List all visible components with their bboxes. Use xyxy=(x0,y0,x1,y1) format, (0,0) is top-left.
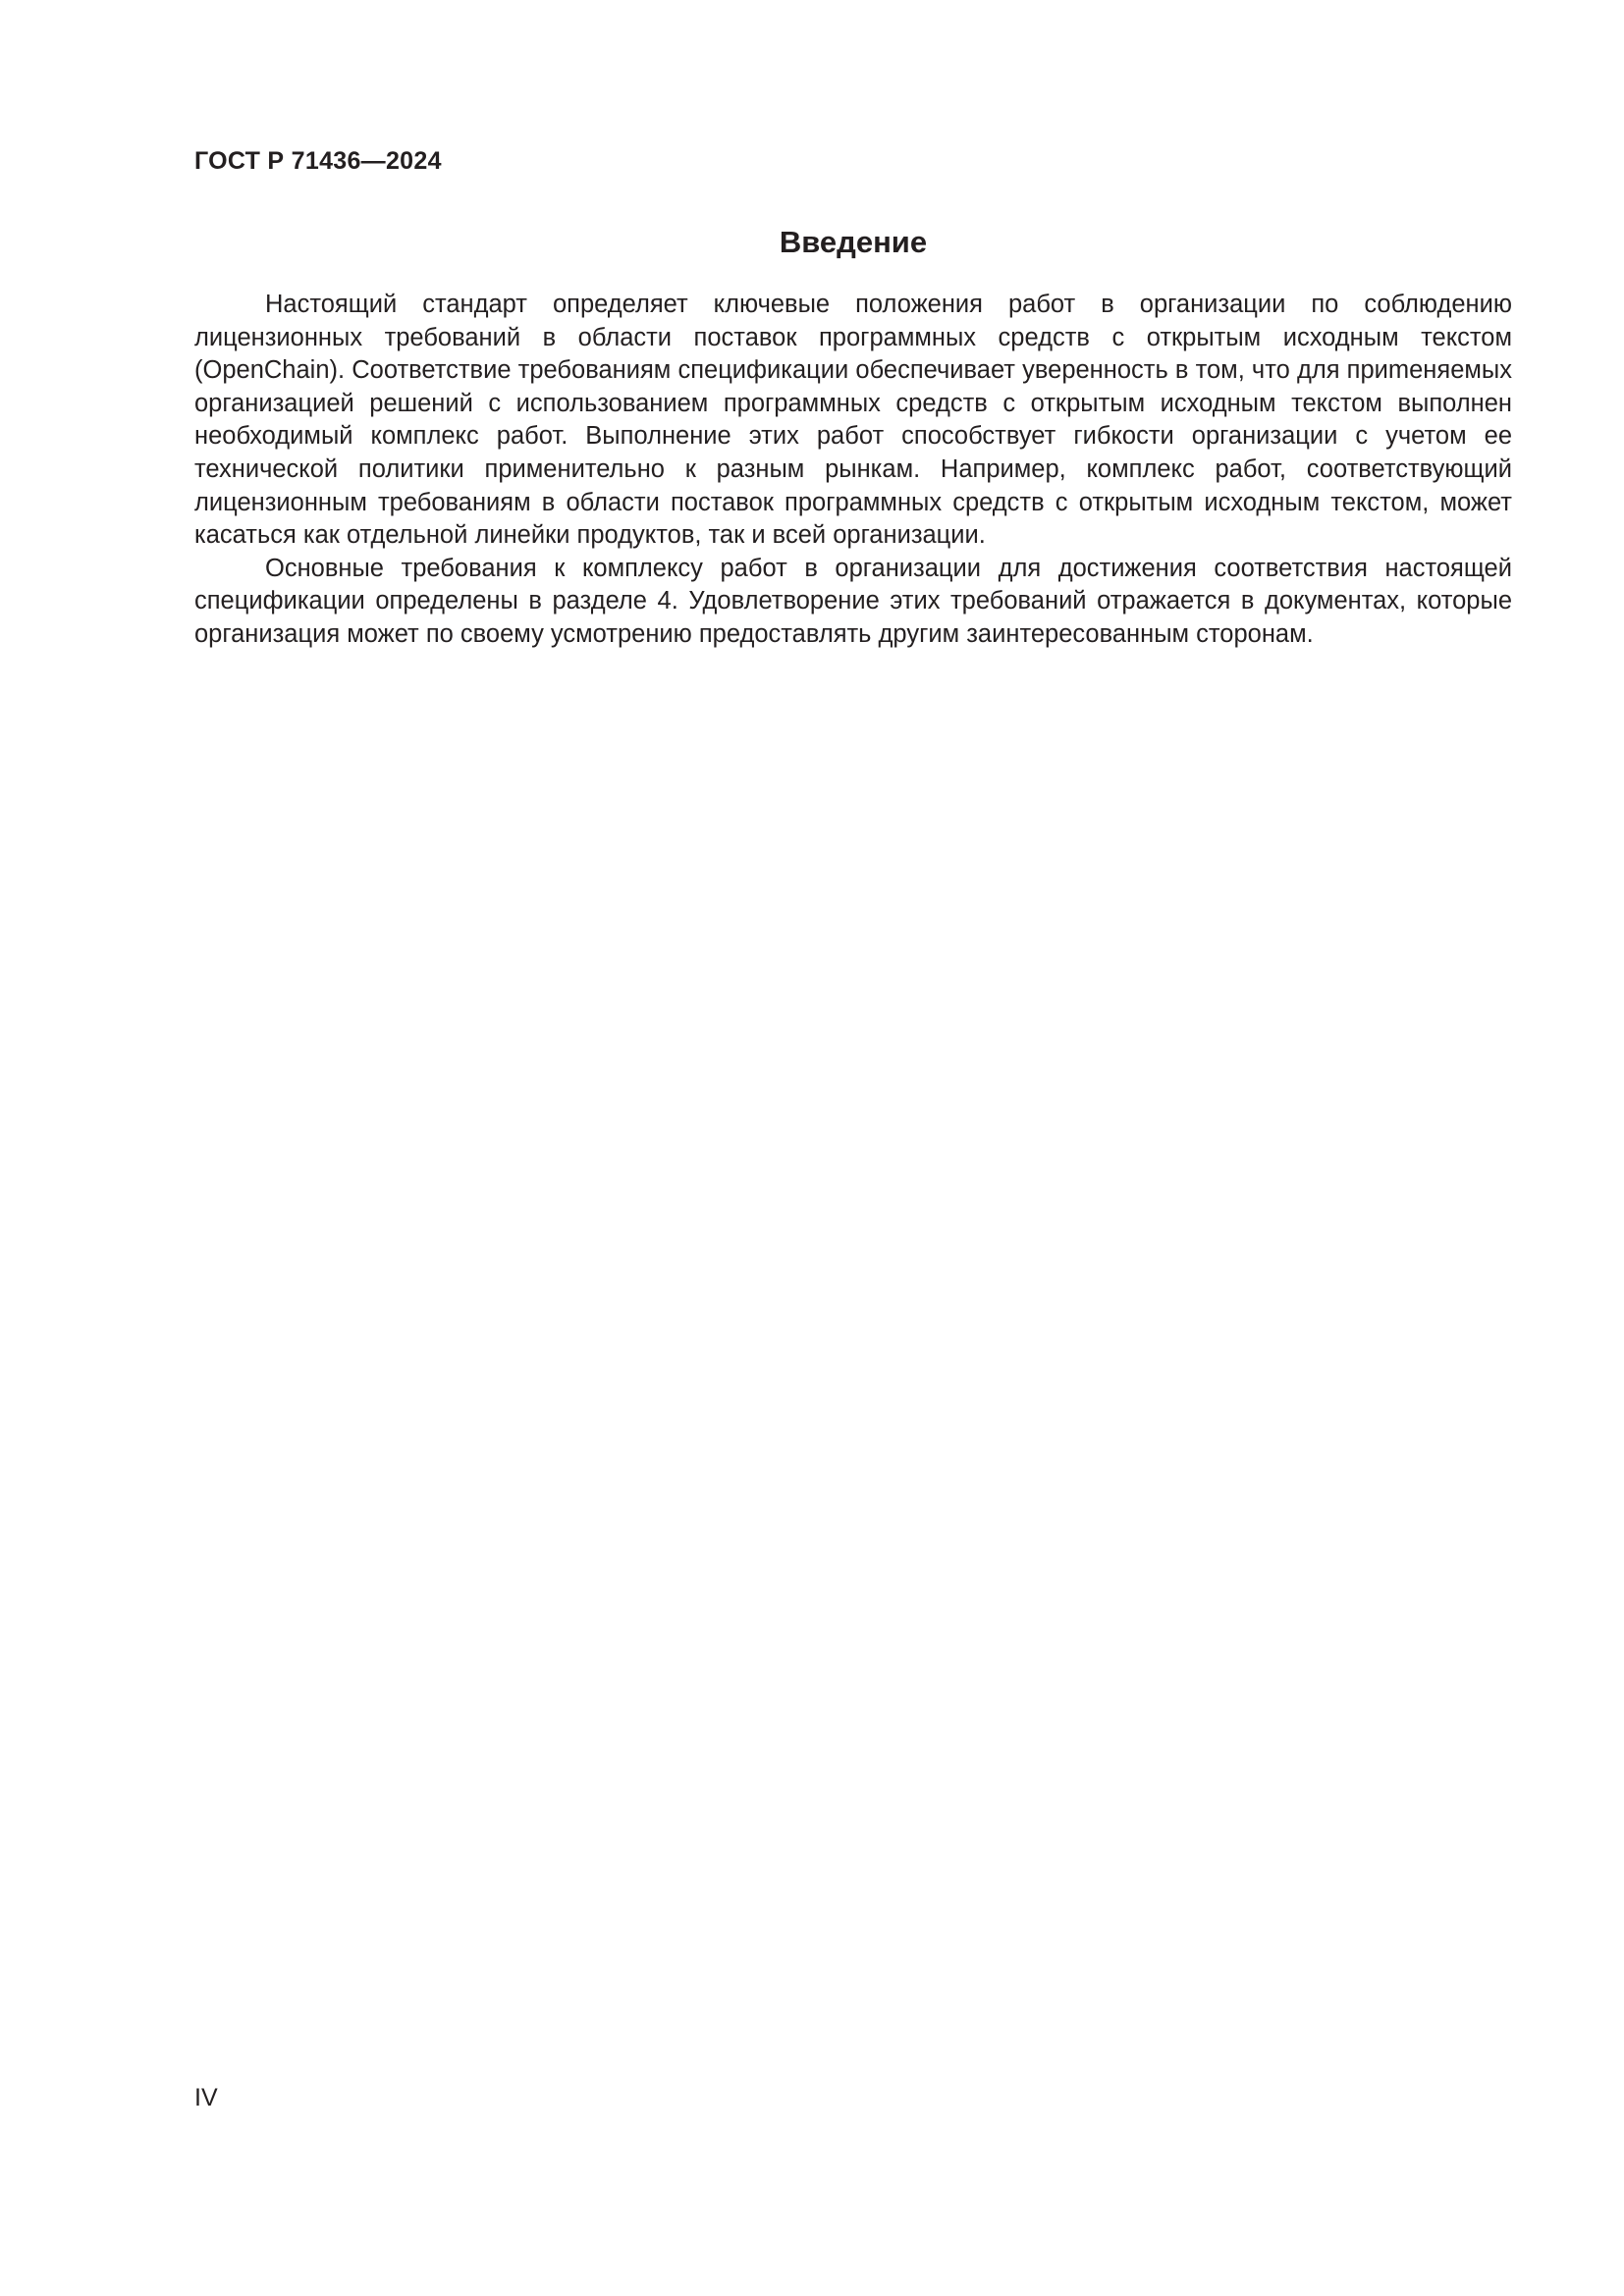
body-text xyxy=(194,289,1512,652)
paragraph: Основные требования к комплексу работ в организации для достижения соответствия настоящей спецификации определены в разделе 4. Удовлетворение этих требований отражается в документах, которые организация может по своему усмотрению предоставлять другим заинтересованным сторонам. xyxy=(194,554,1512,648)
document-header: ГОСТ Р 71436—2024 xyxy=(194,147,442,175)
paragraph: Настоящий стандарт определяет ключевые положения работ в организации по соблюдению лицензионных требований в области поставок программных средств с открытым исходным текстом (OpenChain). Соответствие требованиям спецификации обеспечивает уверенность в том, что для приmеняемых организацией решений с использованием программных средств с открытым исходным текстом выполнен необходимый комплекс работ. Выполнение этих работ способствует гибкости организации с учетом ее технической политики применительно к разным рынкам. Например, комплекс работ, соответствующий лицензионным требованиям в области поставок программных средств с открытым исходным текстом, может касаться как отдельной линейки продуктов, так и всей организации. xyxy=(194,291,1512,550)
page-number: IV xyxy=(194,2084,218,2111)
section-title: Введение xyxy=(779,225,928,259)
